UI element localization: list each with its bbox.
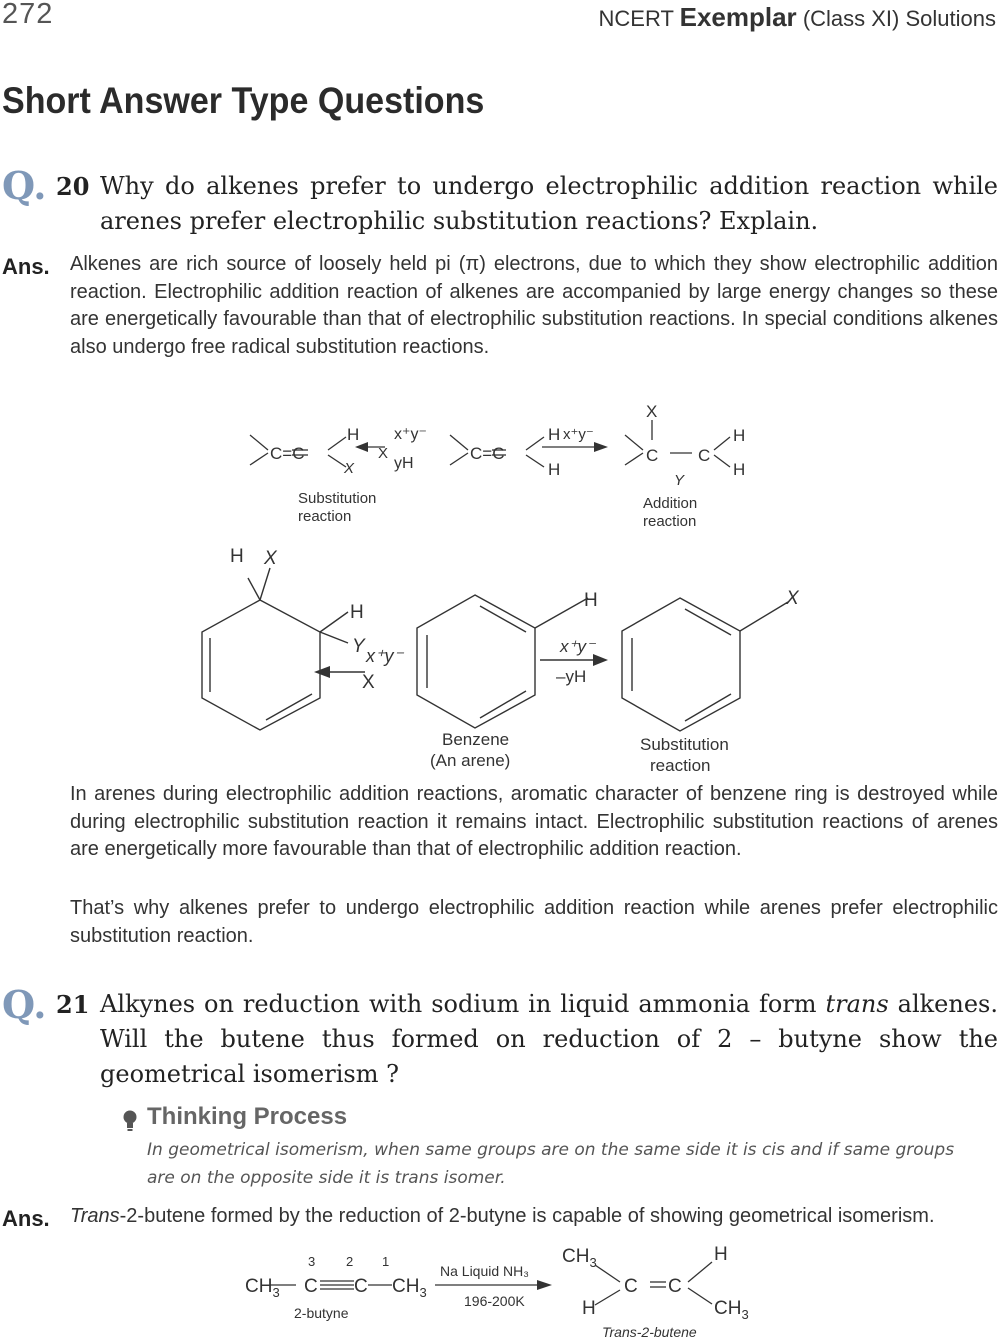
thinking-process-text: In geometrical isomerism, when same groups are on the same side it is cis and if same groups are on the opposite side it is trans isomer. [147, 1140, 955, 1188]
svg-text:H: H [230, 546, 244, 567]
carbon-number-2: 2 [346, 1254, 354, 1269]
arene-reagent-right-top: x⁺y⁻ [560, 637, 595, 656]
svg-text:C: C [624, 1276, 638, 1297]
addition-label-1: Addition [643, 495, 698, 512]
question-text-q21-part2: alkenes. Will the butene thus formed on reduction of 2 – butyne show the geometrical isomerism ? [100, 990, 998, 1088]
substitution-label-1: Substitution [298, 490, 377, 507]
svg-text:H: H [582, 1298, 596, 1319]
svg-text:C: C [668, 1276, 682, 1297]
reagent-bottom: 196-200K [464, 1293, 525, 1309]
svg-text:H: H [584, 590, 598, 611]
svg-text:C: C [304, 1276, 318, 1297]
reagent-right-top: x⁺y⁻ [563, 426, 594, 443]
answer-paragraph-1-q20: Alkenes are rich source of loosely held pi (π) electrons, due to which they show electrophilic addition reaction. Electrophilic addition reaction of alkenes are accompanied by large energy changes so these are energetically favourable than that of electrophilic substitution reactions. In special conditions alkenes also undergo free radical substitution reactions. [70, 253, 998, 359]
svg-text:X: X [344, 460, 355, 477]
butyne-reduction-diagram [240, 1240, 780, 1338]
svg-text:C: C [698, 446, 711, 465]
section-title: Short Answer Type Questions [2, 80, 485, 121]
svg-text:C: C [646, 446, 659, 465]
svg-text:X: X [786, 588, 799, 609]
question-text-q21 [100, 987, 998, 1092]
svg-text:H: H [548, 425, 561, 444]
book-title-bold: Exemplar [679, 2, 797, 32]
reactant-label: 2-butyne [294, 1305, 349, 1321]
question-number-q21: 21 [56, 990, 90, 1019]
substitution-label-2: reaction [298, 508, 352, 525]
book-suffix: (Class XI) Solutions [802, 6, 996, 31]
question-text-q21-part1: Alkynes on reduction with sodium in liquid ammonia form [100, 990, 817, 1018]
arene-substitution-label-2: reaction [650, 756, 711, 775]
benzene-label-1: Benzene [442, 730, 510, 749]
svg-text:C: C [354, 1276, 368, 1297]
answer-text-q21-italic: Trans [70, 1205, 120, 1227]
carbon-number-1: 1 [382, 1254, 390, 1269]
svg-text:H: H [714, 1244, 728, 1265]
carbon-number-3: 3 [308, 1254, 316, 1269]
svg-text:X: X [646, 402, 658, 421]
svg-text:CH3: $CH_3$ [562, 1246, 597, 1270]
reagent-top: Na Liquid NH₃ [440, 1263, 529, 1279]
arene-reagent-right-bottom: –yH [556, 667, 587, 686]
answer-paragraph-3-q20: That’s why alkenes prefer to undergo electrophilic addition reaction while arenes prefer electrophilic substitution reaction. [70, 897, 998, 947]
question-number-q20: 20 [56, 172, 90, 201]
svg-text:H: H [347, 425, 360, 444]
answer-label-q21: Ans. [2, 1206, 50, 1231]
answer-paragraph-2-q20: In arenes during electrophilic addition reactions, aromatic character of benzene ring is destroyed while during electrophilic substitution reaction it remains intact. Electrophilic substitution reactions of arenes are energetically more favourable than that of electrophilic addition reaction. [70, 783, 998, 861]
alkene-reaction-diagram [230, 395, 790, 535]
answer-text-q21-rest: -2-butene formed by the reduction of 2-butyne is capable of showing geometrical isomerism. [119, 1205, 935, 1227]
svg-text:H: H [548, 460, 561, 479]
question-mark-q21: Q. [2, 982, 47, 1027]
svg-text:CH3: $CH_3$ [392, 1276, 427, 1300]
svg-text:Y: Y [352, 636, 365, 657]
reagent-left-top: x⁺y⁻ [394, 426, 427, 443]
svg-text:C=C: C=C [470, 444, 505, 463]
svg-text:Y: Y [674, 472, 685, 489]
reagent-left-bottom: yH [394, 455, 414, 472]
arene-reagent-left: x⁺y⁻ [366, 646, 404, 666]
svg-text:CH3: $CH_3$ [714, 1298, 749, 1322]
svg-text:H: H [350, 602, 364, 623]
arene-substitution-label-1: Substitution [640, 735, 729, 754]
page-number: 272 [2, 0, 54, 30]
book-prefix: NCERT [598, 6, 674, 31]
answer-label-q20: Ans. [2, 254, 50, 279]
svg-text:H: H [733, 426, 746, 445]
lightbulb-icon [120, 1108, 140, 1134]
benzene-label-2: (An arene) [430, 751, 511, 770]
thinking-process-title: Thinking Process [147, 1103, 348, 1130]
addition-label-2: reaction [643, 513, 697, 530]
svg-text:X: X [378, 445, 389, 462]
answer-text-q21 [70, 1203, 998, 1231]
svg-text:X: X [264, 548, 277, 569]
question-text-q21-italic: trans [825, 990, 889, 1018]
question-mark-q20: Q. [2, 163, 47, 208]
arene-reaction-diagram [190, 540, 820, 775]
svg-text:X: X [362, 672, 375, 693]
running-head [599, 2, 997, 33]
product-label: Trans-2-butene [602, 1324, 697, 1338]
svg-text:CH3: $CH_3$ [245, 1276, 280, 1300]
svg-text:C=C: C=C [270, 444, 305, 463]
question-text-q20: Why do alkenes prefer to undergo electrophilic addition reaction while arenes prefer electrophilic substitution reactions? Explain. [100, 172, 998, 235]
svg-text:H: H [733, 460, 746, 479]
